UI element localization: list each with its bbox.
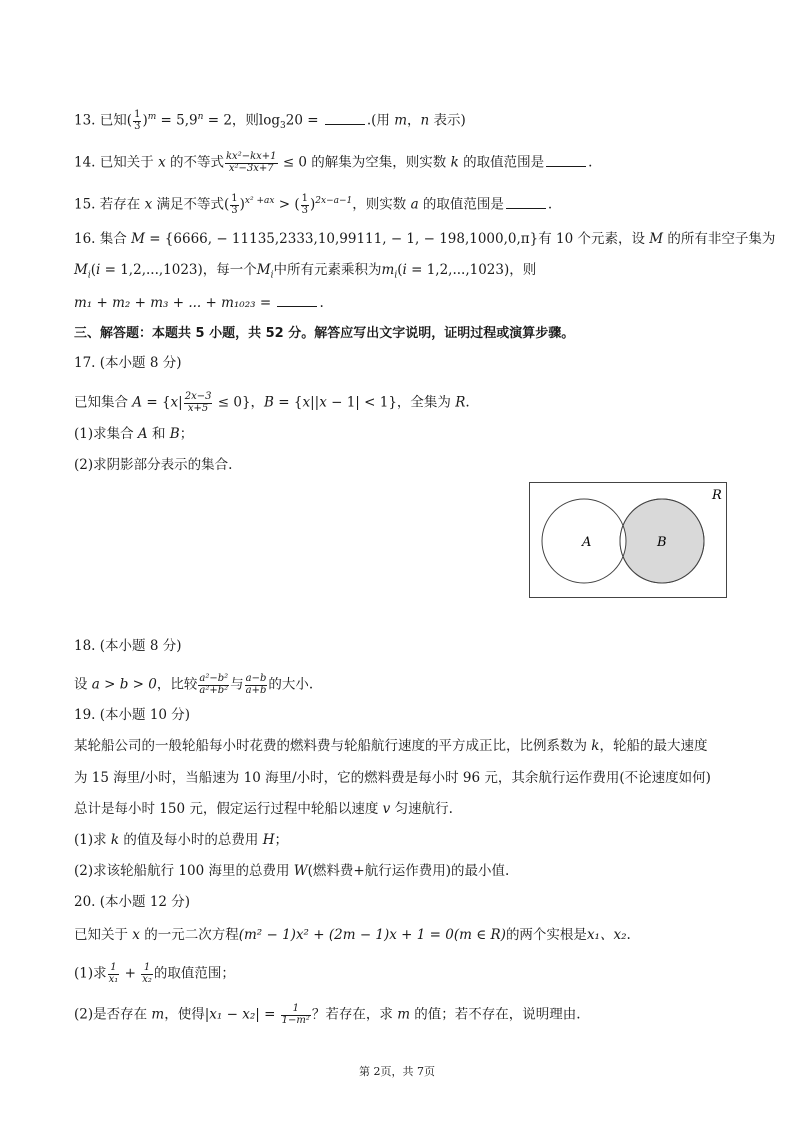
question-16-line-2: $M_i(i = 1,2,...,1023)$，每一个$M_i$中所有元素乘积为$m_i(i = 1,2,...,1023)$，则: [74, 262, 537, 281]
question-14: 14. 已知关于 x 的不等式 $\frac{\text{kx²−kx+1}}{\text{x²−3x+7}}$ ≤ 0 的解集为空集，则实数 k 的取值范围是 .: [74, 151, 593, 174]
label-b: B: [657, 535, 667, 550]
question-16-line-3: m₁ + m₂ + m₃ + ... + m₁₀₂₃ = .: [74, 295, 324, 311]
question-19-line-3: 总计是每小时 150 元，假定运行过程中轮船以速度 v 匀速航行.: [74, 801, 453, 817]
question-19-part-2: (2)求该轮船航行 100 海里的总费用 W(燃料费+航行运作费用)的最小值.: [74, 863, 510, 879]
question-17-stem: 已知集合 A = {x| $\frac{2x-3}{x+5}$ ≤ 0}，B = {x||x − 1| < 1}，全集为 R.: [74, 391, 470, 414]
question-15: 15. 若存在 x 满足不等式( $\frac{1}{3}$ )$^{x^2 +ax}$ > ( $\frac{1}{3}$ )$^{2x-a-1}$，则实数 a 的取值范围是 .: [74, 193, 553, 216]
question-19-part-1: (1)求 k 的值及每小时的总费用 H；: [74, 832, 288, 848]
question-19-title: 19. (本小题 10 分): [74, 707, 191, 723]
answer-blank: [325, 114, 365, 125]
question-17-part-1: (1)求集合 A 和 B；: [74, 426, 194, 442]
answer-blank: [277, 296, 317, 307]
section-3-heading: 三、解答题：本题共 5 小题，共 52 分。解答应写出文字说明，证明过程或演算步骤。: [74, 326, 575, 341]
question-18-stem: 设 a > b > 0，比较 $\frac{\text{a²−b²}}{\text{a²+b²}}$ 与 $\frac{a-b}{a+b}$ 的大小.: [74, 673, 314, 696]
question-16-line-1: 16. 集合 M = {6666, − 11135,2333,10,99111, − 1, − 198,1000,0,π}有 10 个元素，设 M 的所有非空子集为: [74, 231, 776, 247]
venn-diagram: [529, 482, 727, 598]
question-20-stem: 已知关于 x 的一元二次方程(m² − 1)x² + (2m − 1)x + 1 = 0(m ∈ R)的两个实根是x₁、x₂.: [74, 927, 631, 943]
question-20-title: 20. (本小题 12 分): [74, 894, 191, 910]
question-13: 13. 已知( $\frac{1}{3}$ )$^m = 5,9^n = 2$，则$\log_320$ = .(用 m，n 表示): [74, 109, 466, 132]
question-19-line-1: 某轮船公司的一般轮船每小时花费的燃料费与轮船航行速度的平方成正比，比例系数为 k，轮船的最大速度: [74, 738, 708, 754]
label-r: R: [712, 488, 722, 503]
question-20-part-2: (2)是否存在 m，使得|x₁ − x₂| = $\frac{1}{\text{1−m²}}$ ？若存在，求 m 的值；若不存在，说明理由.: [74, 1003, 581, 1026]
label-a: A: [582, 535, 592, 550]
question-17-part-2: (2)求阴影部分表示的集合.: [74, 457, 233, 473]
question-18-title: 18. (本小题 8 分): [74, 638, 182, 654]
question-19-line-2: 为 15 海里/小时，当船速为 10 海里/小时，它的燃料费是每小时 96 元，其余航行运作费用(不论速度如何): [74, 770, 711, 786]
question-20-part-1: (1)求 $\frac{1}{\text{x₁}}$ + $\frac{1}{\text{x₂}}$ 的取值范围；: [74, 962, 235, 985]
answer-blank: [506, 198, 546, 209]
page-footer: 第 2页，共 7页: [359, 1065, 435, 1078]
question-17-title: 17. (本小题 8 分): [74, 355, 182, 371]
answer-blank: [546, 156, 586, 167]
